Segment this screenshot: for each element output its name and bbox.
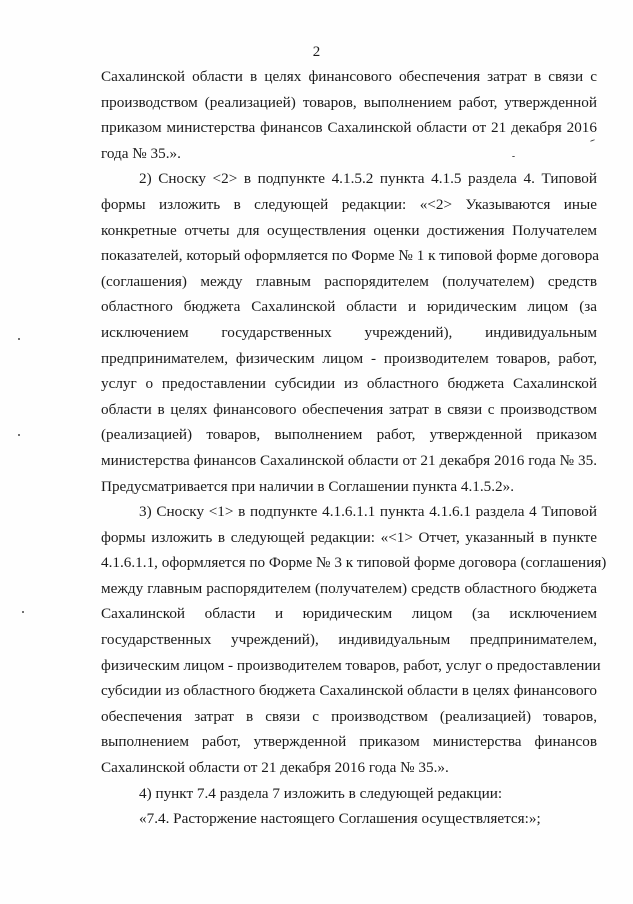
text-line: формы изложить в следующей редакции: «<1> Отчет, указанный в пункте — [101, 528, 597, 546]
text-line: 3) Сноску <1> в подпункте 4.1.6.1.1 пункта 4.1.6.1 раздела 4 Типовой — [139, 503, 597, 521]
text-line: Сахалинской области в целях финансового обеспечения затрат в связи с — [101, 68, 597, 85]
text-line: года № 35.». — [101, 144, 181, 162]
text-line: приказом министерства финансов Сахалинской области от 21 декабря 2016 — [101, 119, 597, 137]
paragraph-p2 — [101, 499, 607, 781]
text-line: Сахалинской области и юридическим лицом (за исключением — [101, 605, 597, 623]
scan-speck — [18, 434, 20, 436]
scan-speck — [18, 338, 20, 340]
text-line: услуг о предоставлении субсидии из областного бюджета Сахалинской — [101, 375, 597, 393]
text-line: государственных учреждений), индивидуальным предпринимателем, — [101, 631, 597, 649]
text-line: между главным распорядителем (получателем) средств областного бюджета — [101, 579, 597, 597]
paragraph-p0 — [101, 64, 597, 166]
text-line: Предусматривается при наличии в Соглашении пункта 4.1.5.2». — [101, 477, 515, 495]
text-line: формы изложить в следующей редакции: «<2> Указываются иные — [101, 195, 597, 213]
scan-speck — [512, 156, 515, 157]
text-line: исключением государственных учреждений), индивидуальным — [101, 323, 597, 341]
text-line: (реализацией) товаров, выполнением работ, утвержденной приказом — [101, 426, 597, 444]
text-line: 4.1.6.1.1, оформляется по Форме № 3 к типовой форме договора (соглашения) — [101, 554, 607, 572]
text-line: 4) пункт 7.4 раздела 7 изложить в следующей редакции: — [139, 784, 503, 802]
document-body — [101, 64, 607, 832]
text-line: обеспечения затрат в связи с производством (реализацией) товаров, — [101, 707, 597, 725]
text-line: министерства финансов Сахалинской области от 21 декабря 2016 года № 35. — [101, 451, 597, 469]
page-number: 2 — [312, 44, 321, 60]
text-line: предпринимателем, физическим лицом - производителем товаров, работ, — [101, 349, 597, 367]
scan-speck — [22, 611, 24, 613]
text-line: (соглашения) между главным распорядителем (получателем) средств — [101, 272, 597, 290]
paragraph-p4 — [101, 806, 597, 832]
text-line: конкретные отчеты для осуществления оценки достижения Получателем — [101, 221, 597, 239]
text-line: Сахалинской области от 21 декабря 2016 года № 35.». — [101, 759, 449, 777]
text-line: выполнением работ, утвержденной приказом министерства финансов — [101, 733, 597, 751]
text-line: области в целях финансового обеспечения затрат в связи с производством — [101, 400, 597, 418]
text-line: «7.4. Расторжение настоящего Соглашения осуществляется:»; — [139, 810, 541, 828]
text-line: 2) Сноску <2> в подпункте 4.1.5.2 пункта 4.1.5 раздела 4. Типовой — [139, 170, 597, 188]
paragraph-p3 — [101, 781, 597, 807]
paragraph-p1 — [101, 166, 600, 499]
text-line: физическим лицом - производителем товаров, работ, услуг о предоставлении — [101, 656, 601, 674]
text-line: субсидии из областного бюджета Сахалинской области в целях финансового — [101, 682, 597, 700]
text-line: областного бюджета Сахалинской области и юридическим лицом (за — [101, 298, 597, 316]
text-line: производством (реализацией) товаров, выполнением работ, утвержденной — [101, 93, 597, 111]
text-line: показателей, который оформляется по Форме № 1 к типовой форме договора — [101, 247, 600, 265]
